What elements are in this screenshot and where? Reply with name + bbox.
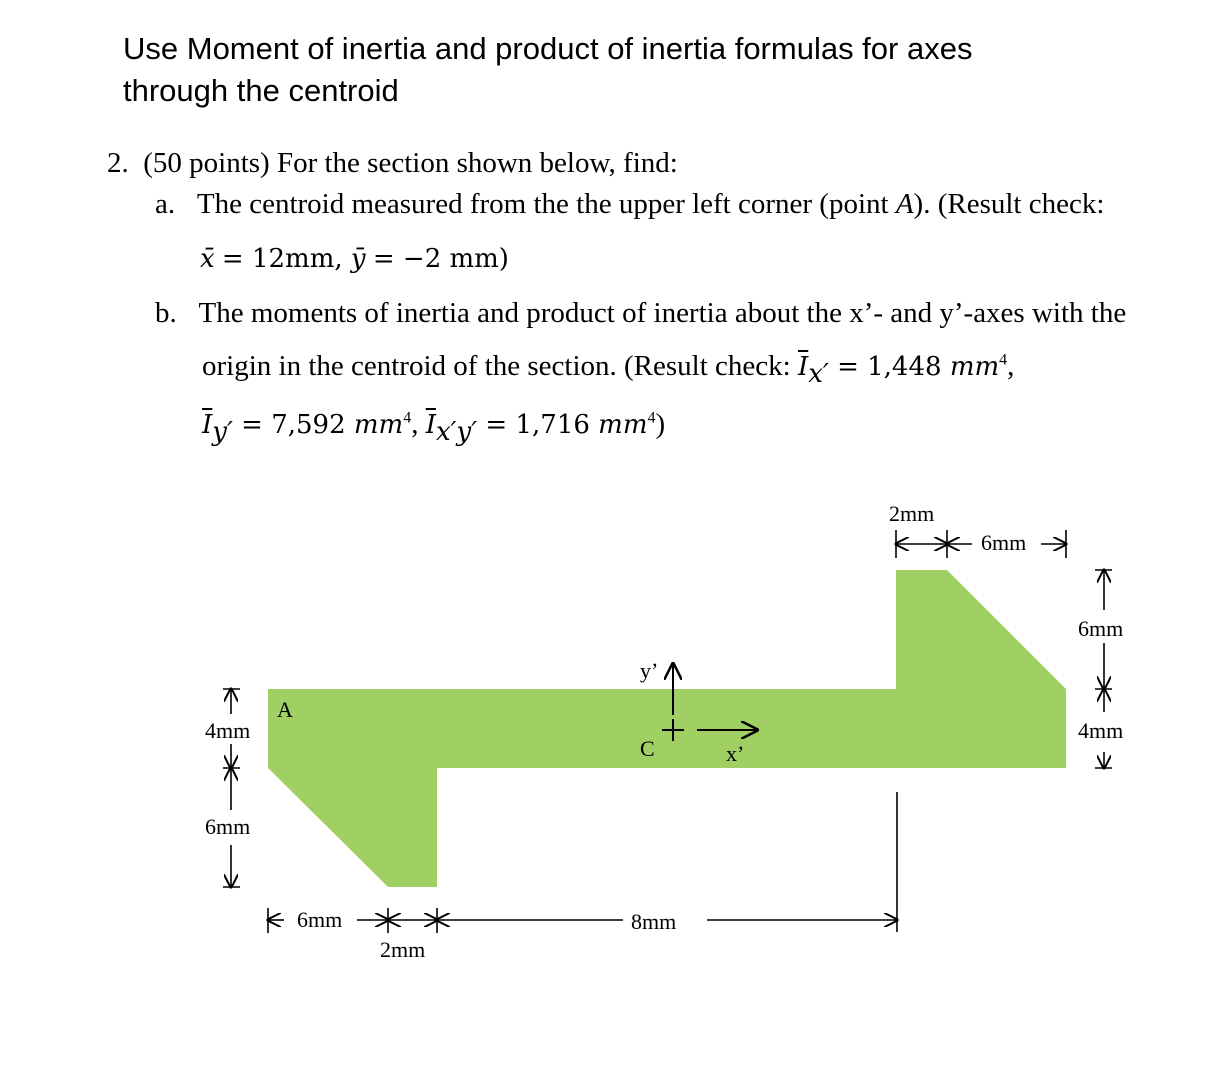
dim-right-6mm: 6mm xyxy=(1078,616,1124,641)
close-paren: ) xyxy=(655,408,666,440)
dim-top-6mm: 6mm xyxy=(981,530,1027,555)
part-a-label: a. xyxy=(155,188,176,220)
xbar-symbol: x̄ xyxy=(200,244,215,274)
point-a-ref: A xyxy=(895,188,914,220)
part-a-text: The centroid measured from the the upper left corner (point xyxy=(196,188,896,220)
ix-symbol: $\overline{I}$ xyxy=(797,352,809,382)
header-line-2: through the centroid xyxy=(123,73,399,108)
dim-bottom-6mm: 6mm xyxy=(297,907,343,932)
ixy-unit: mm xyxy=(598,410,648,440)
header-line-1: Use Moment of inertia and product of inertia formulas for axes xyxy=(123,31,973,66)
dim-right-4mm: 4mm xyxy=(1078,718,1124,743)
part-b-label: b. xyxy=(155,297,177,329)
ix-exponent: 4 xyxy=(999,351,1008,369)
problem-number: 2. xyxy=(107,147,129,179)
iy-subscript: y′ xyxy=(212,416,233,447)
ix-subscript: x′ xyxy=(808,358,829,389)
ixy-subscript: x′y′ xyxy=(435,416,478,447)
point-a-label: A xyxy=(277,697,293,722)
dim-top-2mm: 2mm xyxy=(889,501,935,526)
part-a-text-end: ). (Result check: xyxy=(913,188,1105,220)
section-shape xyxy=(268,570,1066,887)
iy-value: = 7,592 xyxy=(232,410,354,440)
iy-exponent: 4 xyxy=(403,409,412,427)
part-b-line-2-text: origin in the centroid of the section. (Result check: xyxy=(202,350,798,382)
ix-unit: mm xyxy=(949,352,1000,382)
ixy-symbol: $\overline{I}$ xyxy=(425,410,436,440)
dim-left-4mm: 4mm xyxy=(205,718,251,743)
part-b-line-1: The moments of inertia and product of inertia about the x’- and y’-axes with the xyxy=(198,297,1127,329)
ixy-exponent: 4 xyxy=(647,409,656,427)
dim-left-6mm: 6mm xyxy=(205,814,251,839)
x-axis-label: x’ xyxy=(726,741,745,766)
iy-symbol: $\overline{I}$ xyxy=(202,410,213,440)
xbar-value: = 12mm, xyxy=(221,244,351,274)
comma: , xyxy=(411,408,419,440)
y-axis-label: y’ xyxy=(640,658,659,683)
dim-bottom-2mm: 2mm xyxy=(380,937,426,962)
ybar-symbol: ȳ xyxy=(350,244,366,274)
dim-bottom-8mm: 8mm xyxy=(631,909,677,934)
centroid-label: C xyxy=(640,736,655,761)
problem-intro-text: (50 points) For the section shown below, find: xyxy=(143,147,678,179)
ixy-value: = 1,716 xyxy=(477,410,599,440)
iy-unit: mm xyxy=(353,410,404,440)
ybar-value: = −2 mm) xyxy=(372,244,509,274)
ix-value: = 1,448 xyxy=(828,352,950,382)
comma: , xyxy=(1007,350,1015,382)
